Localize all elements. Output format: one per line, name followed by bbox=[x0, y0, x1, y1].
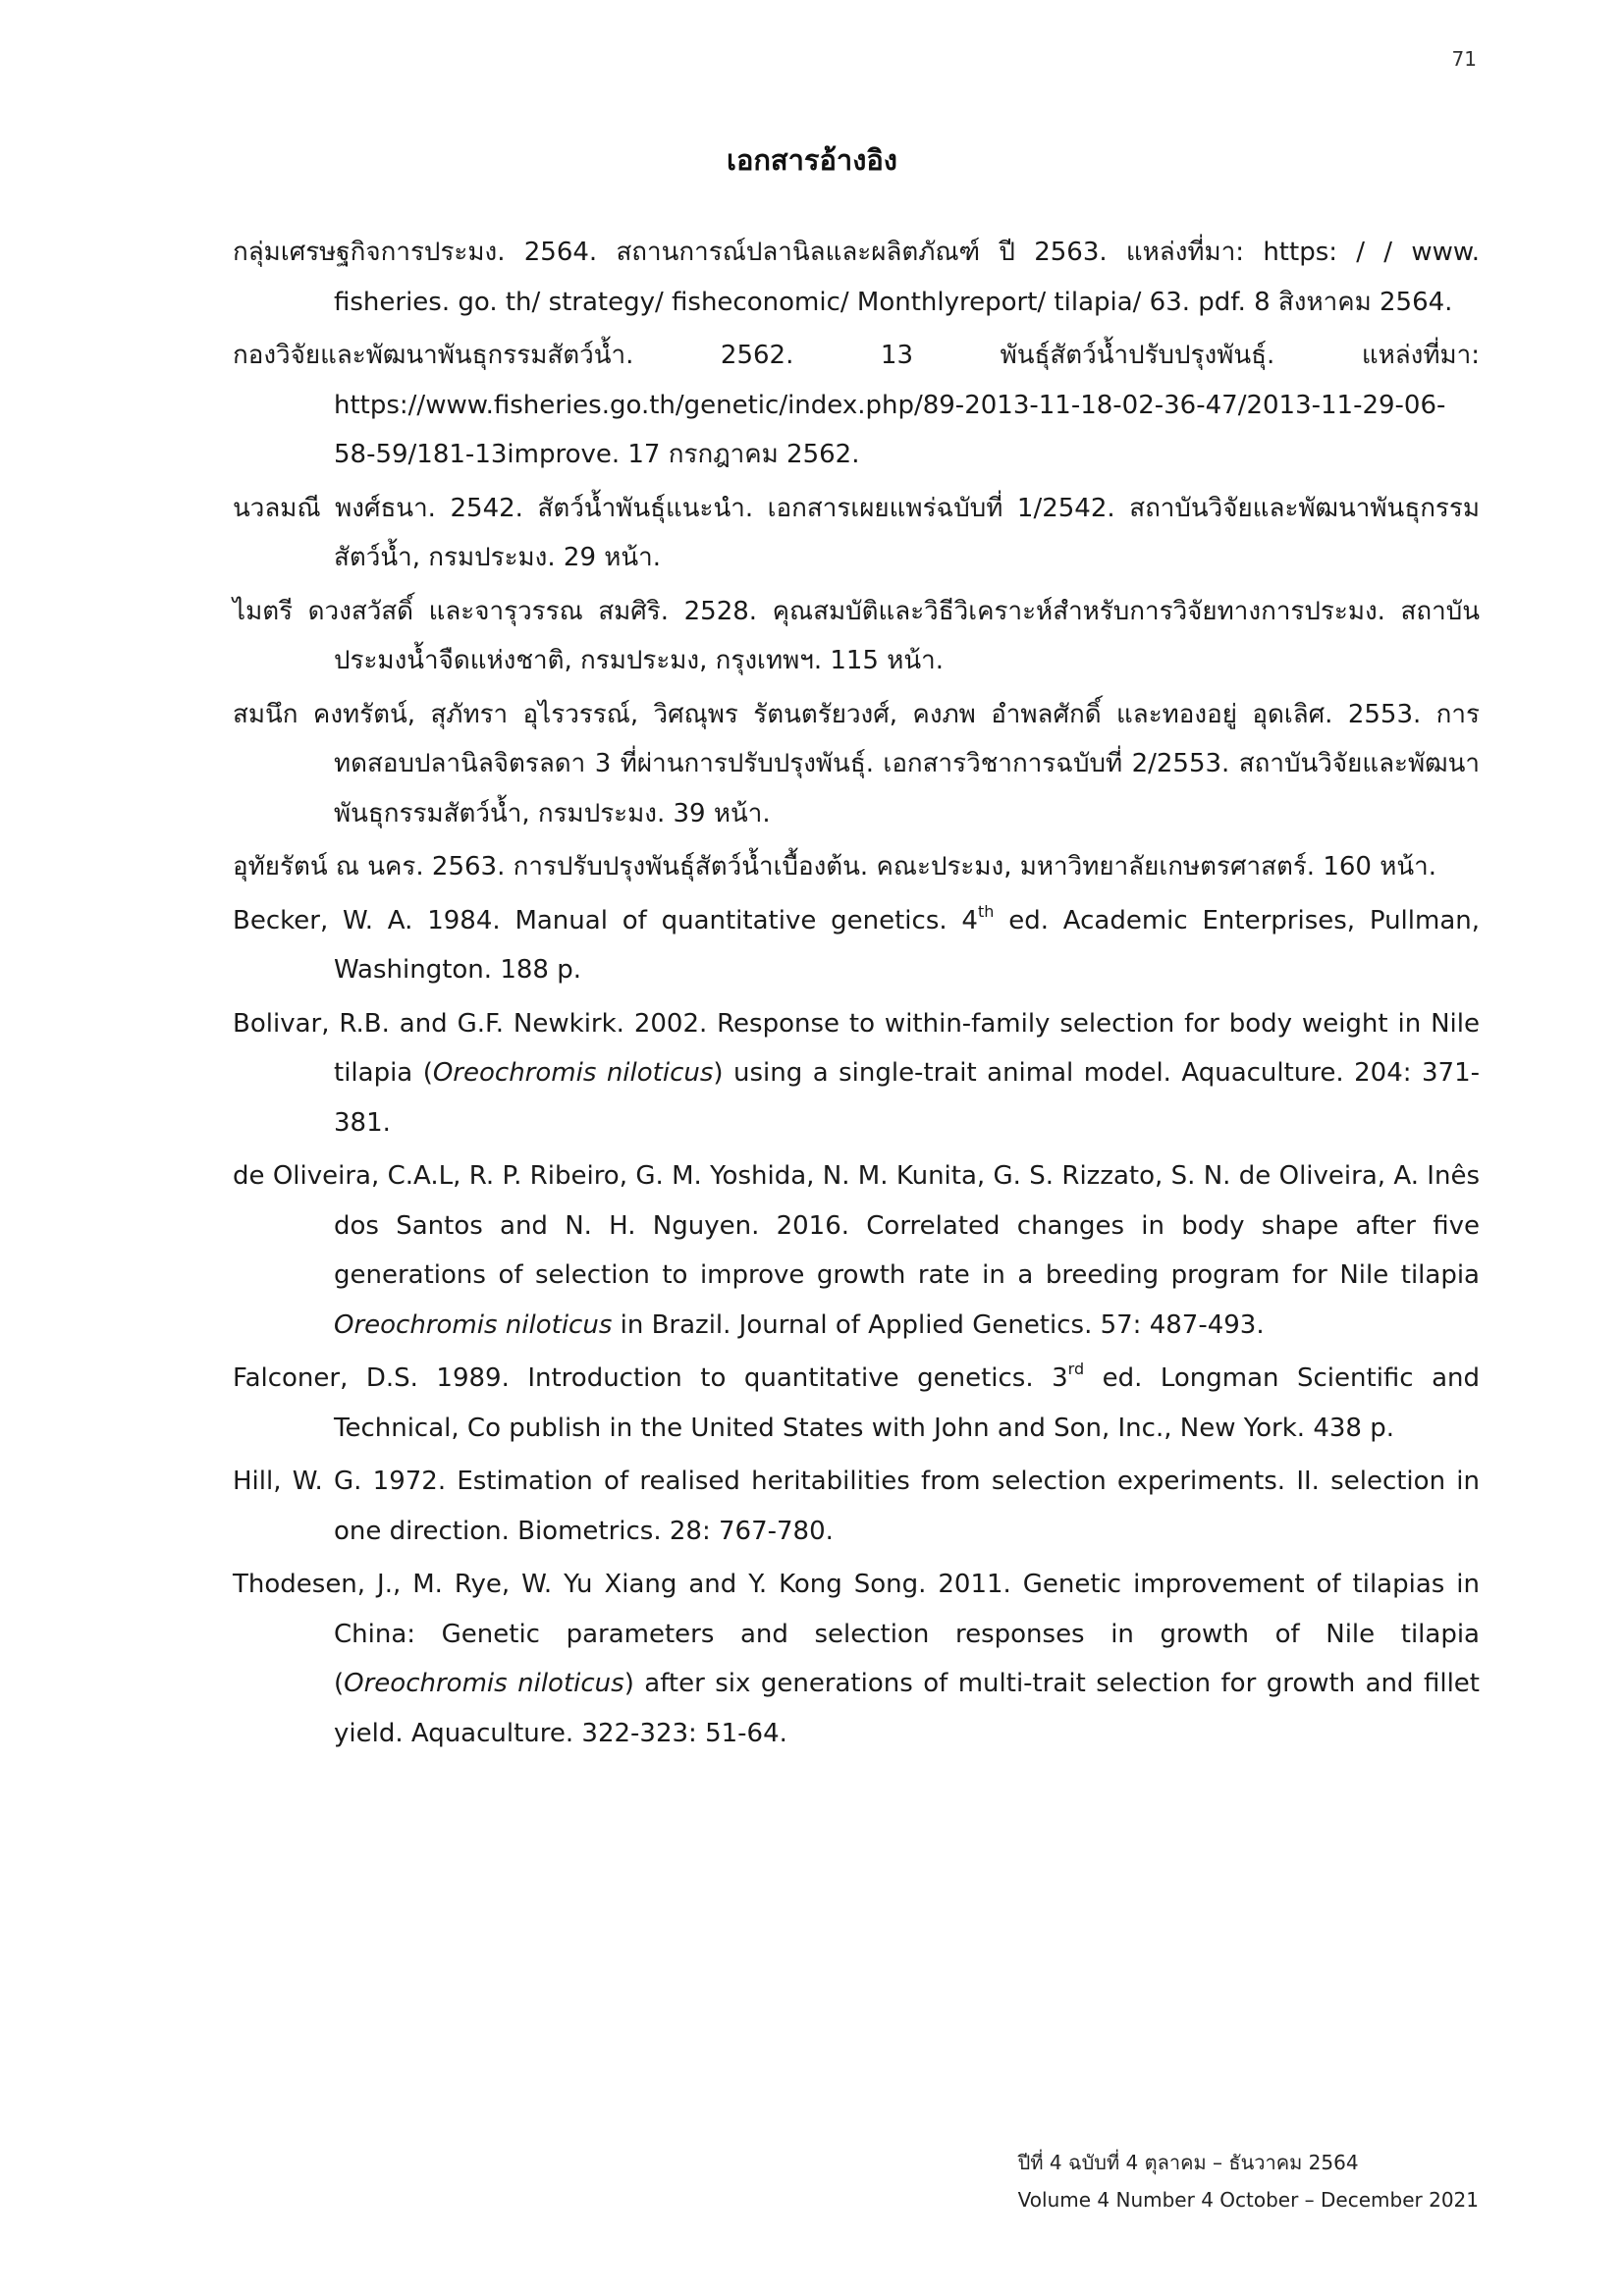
reference-list bbox=[233, 228, 1480, 1762]
footer-thai-issue: ปีที่ 4 ฉบับที่ 4 ตุลาคม – ธันวาคม 2564 bbox=[1017, 2151, 1359, 2174]
reference-item bbox=[233, 228, 1480, 327]
journal-footer bbox=[1018, 2144, 1479, 2218]
reference-text: Becker, W. A. 1984. Manual of quantitative genetics. 4 bbox=[233, 905, 978, 935]
reference-text: Bolivar, R.B. and G.F. Newkirk. 2002. Response to within-family selection for body weight in Nile tilapia ( bbox=[233, 1008, 1480, 1088]
reference-text: ) using a single-trait animal model. Aquaculture. 204: 371-381. bbox=[334, 1058, 1480, 1138]
reference-text: ed. Academic Enterprises, Pullman, Washington. 188 p. bbox=[334, 905, 1480, 985]
reference-text: ) after six generations of multi-trait selection for growth and fillet yield. Aquaculture. 322-323: 51-64. bbox=[334, 1669, 1480, 1748]
reference-text: Hill, W. G. 1972. Estimation of realised heritabilities from selection experiments. II. selection in one direction. Biometrics. 28: 767-780. bbox=[233, 1467, 1480, 1546]
reference-text: in Brazil. Journal of Applied Genetics. 57: 487-493. bbox=[612, 1309, 1265, 1340]
reference-text: de Oliveira, C.A.L, R. P. Ribeiro, G. M. Yoshida, N. M. Kunita, G. S. Rizzato, S. N. de Oliveira, A. Inês dos Santos and N. H. Nguyen. 2016. Correlated changes in body shape after five generations of selection to improve growth rate in a breeding program for Nile tilapia bbox=[233, 1161, 1480, 1290]
reference-item bbox=[233, 1151, 1480, 1350]
reference-item bbox=[233, 1457, 1480, 1556]
reference-text: กลุ่มเศรษฐกิจการประมง. 2564. สถานการณ์ปลานิลและผลิตภัณฑ์ ปี 2563. แหล่งที่มา: https: / / www. fisheries. go. th/ strategy/ fisheconomic/ Monthlyreport/ tilapia/ 63. pdf. 8 สิงหาคม 2564. bbox=[233, 238, 1480, 317]
species-name: Oreochromis niloticus bbox=[334, 1309, 613, 1340]
reference-item bbox=[233, 690, 1480, 839]
reference-item bbox=[233, 587, 1480, 686]
reference-text: ed. Longman Scientific and Technical, Co publish in the United States with John and Son, Inc., New York. 438 p. bbox=[334, 1363, 1480, 1443]
reference-item bbox=[233, 1354, 1480, 1453]
reference-item bbox=[233, 331, 1480, 480]
reference-item bbox=[233, 842, 1480, 892]
species-name: Oreochromis niloticus bbox=[432, 1058, 714, 1088]
reference-item bbox=[233, 1560, 1480, 1758]
superscript-ordinal: th bbox=[977, 901, 995, 921]
footer-english-issue: Volume 4 Number 4 October – December 2021 bbox=[1017, 2188, 1479, 2212]
reference-text: อุทัยรัตน์ ณ นคร. 2563. การปรับปรุงพันธุ์สัตว์น้ำเบื้องต้น. คณะประมง, มหาวิทยาลัยเกษตรศาสตร์. 160 หน้า. bbox=[233, 852, 1436, 881]
reference-item bbox=[233, 896, 1480, 995]
reference-item bbox=[233, 484, 1480, 583]
reference-text: Falconer, D.S. 1989. Introduction to quantitative genetics. 3 bbox=[233, 1363, 1068, 1393]
reference-text: ไมตรี ดวงสวัสดิ์ และจารุวรรณ สมศิริ. 2528. คุณสมบัติและวิธีวิเคราะห์สำหรับการวิจัยทางการประมง. สถาบันประมงน้ำจืดแห่งชาติ, กรมประมง, กรุงเทพฯ. 115 หน้า. bbox=[233, 596, 1480, 675]
page-title: เอกสารอ้างอิง bbox=[727, 143, 897, 177]
page-number: 71 bbox=[1451, 47, 1477, 71]
superscript-ordinal: rd bbox=[1067, 1360, 1085, 1378]
reference-item bbox=[233, 999, 1480, 1148]
reference-text: นวลมณี พงศ์ธนา. 2542. สัตว์น้ำพันธุ์แนะนำ. เอกสารเผยแพร่ฉบับที่ 1/2542. สถาบันวิจัยและพัฒนาพันธุกรรมสัตว์น้ำ, กรมประมง. 29 หน้า. bbox=[233, 493, 1480, 572]
species-name: Oreochromis niloticus bbox=[344, 1669, 624, 1698]
reference-text: สมนึก คงทรัตน์, สุภัทรา อุไรวรรณ์, วิศณุพร รัตนตรัยวงศ์, คงภพ อำพลศักดิ์ และทองอยู่ อุดเลิศ. 2553. การทดสอบปลานิลจิตรลดา 3 ที่ผ่านการปรับปรุงพันธุ์. เอกสารวิชาการฉบับที่ 2/2553. สถาบันวิจัยและพัฒนาพันธุกรรมสัตว์น้ำ, กรมประมง. 39 หน้า. bbox=[233, 699, 1480, 828]
reference-text: Thodesen, J., M. Rye, W. Yu Xiang and Y. Kong Song. 2011. Genetic improvement of tilapias in China: Genetic parameters and selection responses in growth of Nile tilapia ( bbox=[233, 1570, 1480, 1698]
reference-text: กองวิจัยและพัฒนาพันธุกรรมสัตว์น้ำ. 2562. 13 พันธุ์สัตว์น้ำปรับปรุงพันธุ์. แหล่งที่มา: https://www.fisheries.go.th/genetic/index.php/89-2013-11-18-02-36-47/2013-11-29-06-58-59/181-13improve. 17 กรกฎาคม 2562. bbox=[233, 341, 1480, 469]
